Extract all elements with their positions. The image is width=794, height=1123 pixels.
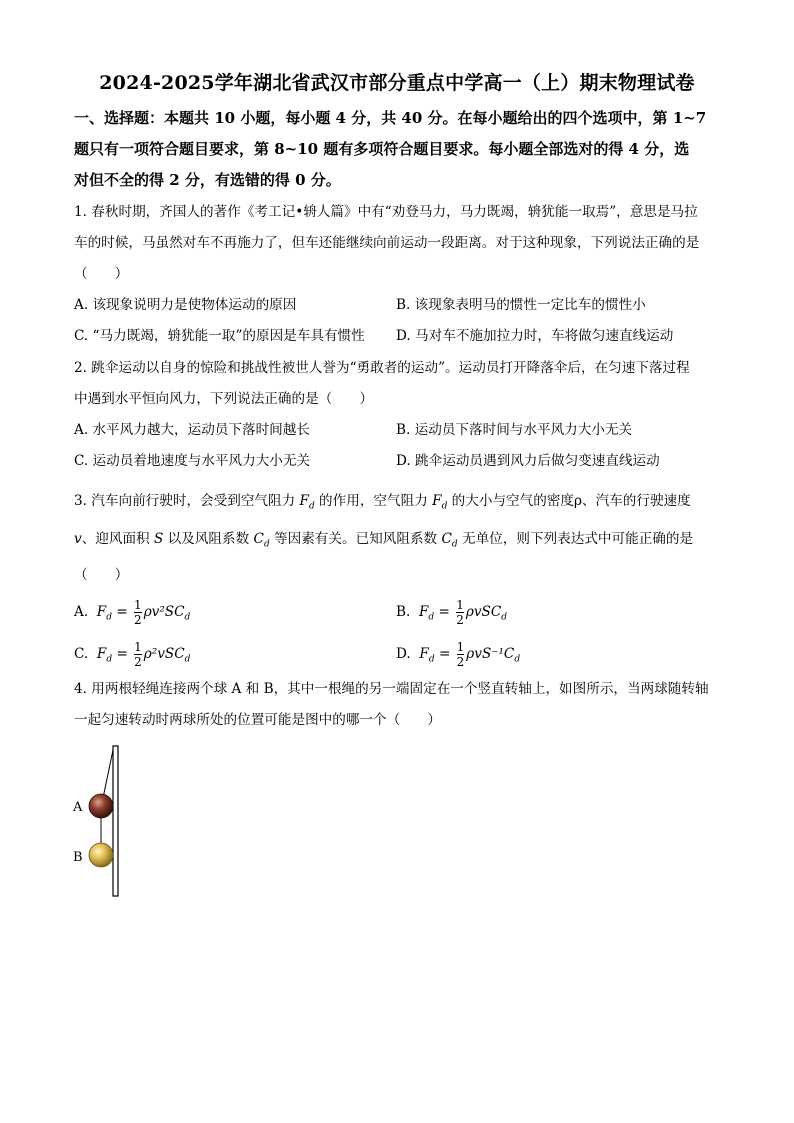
section-line-1: 一、选择题：本题共 10 小题，每小题 4 分，共 40 分。在每小题给出的四个选项中，第 1~7 xyxy=(74,109,707,127)
q3-option-c[interactable]: C. $F_d$ = $\frac{1}{2}$ ρ²vSC$_d$ xyxy=(74,639,191,669)
question-3-stem xyxy=(74,482,724,589)
ball-a xyxy=(89,794,113,818)
q2-option-b[interactable]: B. 运动员下落时间与水平风力大小无关 xyxy=(396,422,633,438)
q3-option-b[interactable]: B. $F_d$ = $\frac{1}{2}$ ρvSC$_d$ xyxy=(396,597,508,627)
q1-line-1: 1. 春秋时期，齐国人的著作《考工记•辀人篇》中有“劝登马力，马力既竭，辀犹能一取焉”，意思是马拉 xyxy=(74,204,698,220)
q2-option-a[interactable]: A. 水平风力越大，运动员下落时间越长 xyxy=(74,422,310,438)
section-line-3: 对但不全的得 2 分，有选错的得 0 分。 xyxy=(74,171,341,189)
q1-option-d[interactable]: D. 马对车不施加拉力时，车将做匀速直线运动 xyxy=(396,328,674,344)
question-4-stem xyxy=(74,674,724,736)
fd-symbol: $F_d$ xyxy=(299,493,315,512)
q2-line-2: 中遇到水平恒向风力，下列说法正确的是（ ） xyxy=(74,391,374,407)
question-1-stem xyxy=(74,197,724,290)
q2-option-c[interactable]: C. 运动员着地速度与水平风力大小无关 xyxy=(74,453,311,469)
q3-option-a[interactable]: A. $F_d$ = $\frac{1}{2}$ $\rho v^2SC_d$ xyxy=(74,597,191,627)
cd-symbol: $C_d$ xyxy=(441,531,458,550)
q1-line-3: （ ） xyxy=(74,266,129,282)
cd-symbol: $C_d$ xyxy=(253,531,270,550)
q3-line-3: （ ） xyxy=(74,567,129,583)
question-2-stem xyxy=(74,353,724,415)
q4-line-2: 一起匀速转动时两球所处的位置可能是图中的哪一个（ ） xyxy=(74,712,442,728)
rotating-shaft-figure xyxy=(62,740,132,900)
fd-symbol: $F_d$ xyxy=(432,493,448,512)
q1-option-c[interactable]: C. “马力既竭，辀犹能一取”的原因是车具有惯性 xyxy=(74,328,365,344)
label-b: B xyxy=(73,850,83,865)
q2-option-d[interactable]: D. 跳伞运动员遇到风力后做匀变速直线运动 xyxy=(396,453,660,469)
q3-line-1: 3. 汽车向前行驶时，会受到空气阻力 $F_d$ 的作用，空气阻力 $F_d$ 的大小与空气的密度ρ、汽车的行驶速度 xyxy=(74,493,691,512)
q4-line-1: 4. 用两根轻绳连接两个球 A 和 B，其中一根绳的另一端固定在一个竖直转轴上，如图所示，当两球随转轴 xyxy=(74,681,709,697)
q1-line-2: 车的时候，马虽然对车不再施力了，但车还能继续向前运动一段距离。对于这种现象，下列说法正确的是 xyxy=(74,235,700,251)
ball-b xyxy=(89,843,113,867)
q3-line-2: v、迎风面积 S 以及风阻系数 $C_d$ 等因素有关。已知风阻系数 $C_d$ 无单位，则下列表达式中可能正确的是 xyxy=(74,531,694,550)
vertical-shaft xyxy=(113,746,118,896)
rope-upper xyxy=(103,750,113,798)
section-instructions xyxy=(74,103,724,196)
q3-option-d[interactable]: D. $F_d$ = $\frac{1}{2}$ $\rho vS^{-1}C_d$ xyxy=(396,639,521,669)
page-title: 2024-2025学年湖北省武汉市部分重点中学高一（上）期末物理试卷 xyxy=(99,72,695,94)
q1-option-b[interactable]: B. 该现象表明马的惯性一定比车的惯性小 xyxy=(396,297,646,313)
label-a: A xyxy=(73,800,83,815)
q2-line-1: 2. 跳伞运动以自身的惊险和挑战性被世人誉为“勇敢者的运动”。运动员打开降落伞后，在匀速下落过程 xyxy=(74,360,690,376)
q1-option-a[interactable]: A. 该现象说明力是使物体运动的原因 xyxy=(74,297,297,313)
section-line-2: 题只有一项符合题目要求，第 8~10 题有多项符合题目要求。每小题全部选对的得 4 分，选 xyxy=(74,140,690,158)
